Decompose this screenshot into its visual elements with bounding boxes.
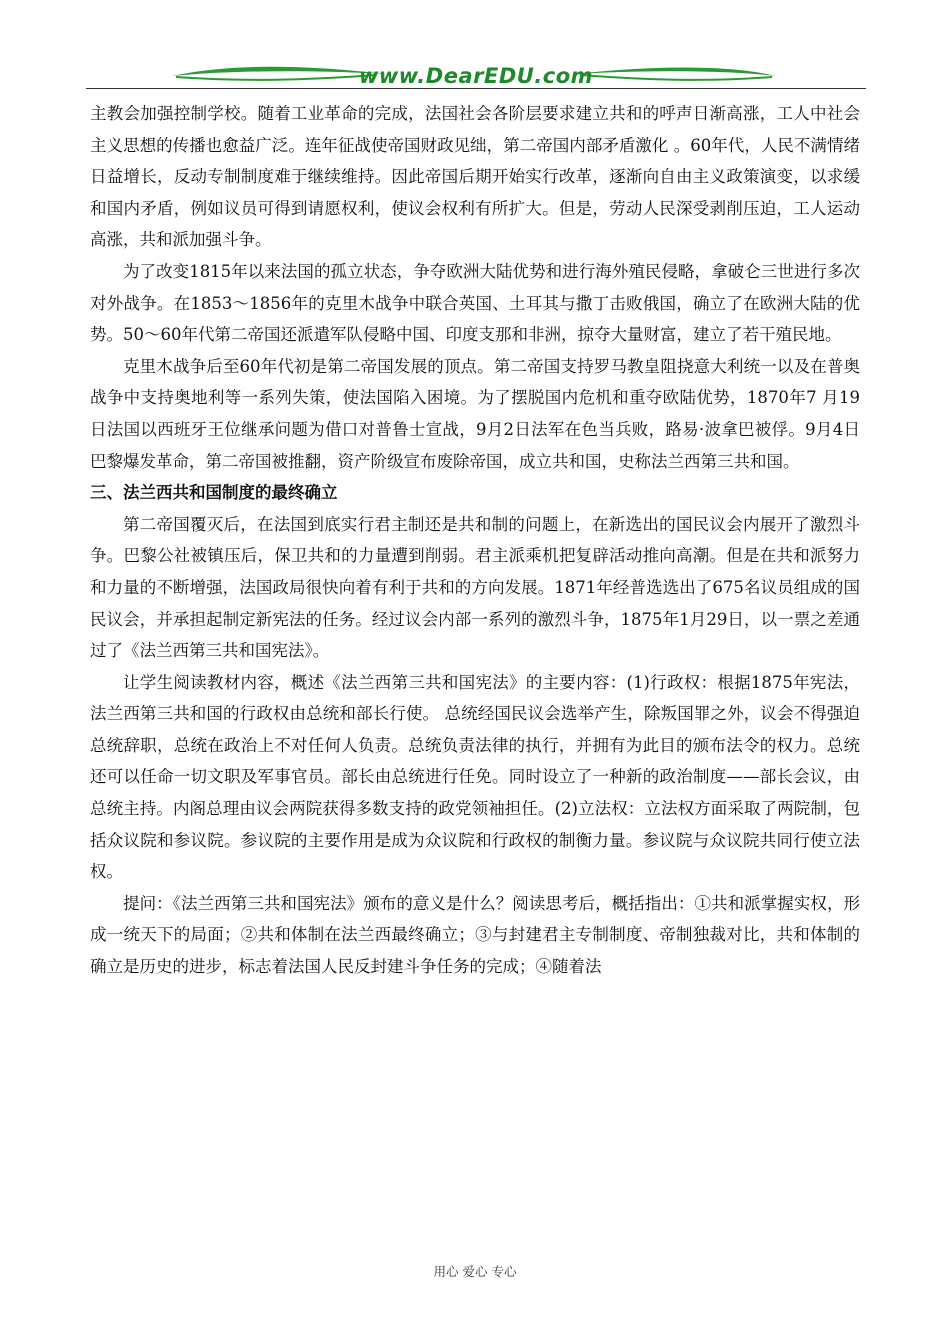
site-logo: www.DearEDU.com — [358, 64, 594, 88]
body-paragraph: 让学生阅读教材内容，概述《法兰西第三共和国宪法》的主要内容：(1)行政权：根据1875年宪法，法兰西第三共和国的行政权由总统和部长行使。 总统经国民议会选举产生，除叛国罪之外，议会不得强迫总统辞职，总统在政治上不对任何人负责。总统负责法律的执行，并拥有为此目的颁布法令的权力。总统还可以任命一切文职及军事官员。部长由总统进行任免。同时设立了一种新的政治制度——部长会议，由总统主持。内阁总理由议会两院获得多数支持的政党领袖担任。(2)立法权：立法权方面采取了两院制，包括众议院和参议院。参议院的主要作用是成为众议院和行政权的制衡力量。参议院与众议院共同行使立法权。 — [90, 672, 860, 882]
document-body — [90, 98, 860, 983]
page-header — [86, 60, 866, 92]
section-heading: 三、法兰西共和国制度的最终确立 — [90, 483, 338, 503]
page-footer: 用心 爱心 专心 — [433, 1264, 517, 1279]
header-rule — [86, 88, 866, 89]
body-paragraph: 第二帝国覆灭后，在法国到底实行君主制还是共和制的问题上，在新选出的国民议会内展开了激烈斗争。巴黎公社被镇压后，保卫共和的力量遭到削弱。君主派乘机把复辟活动推向高潮。但是在共和派努力和力量的不断增强，法国政局很快向着有利于共和的方向发展。1871年经普选选出了675名议员组成的国民议会，并承担起制定新宪法的任务。经过议会内部一系列的激烈斗争，1875年1月29日，以一票之差通过了《法兰西第三共和国宪法》。 — [90, 514, 860, 661]
body-paragraph: 提问：《法兰西第三共和国宪法》颁布的意义是什么？阅读思考后，概括指出：①共和派掌握实权，形成一统天下的局面；②共和体制在法兰西最终确立；③与封建君主专制制度、帝制独裁对比，共和体制的确立是历史的进步，标志着法国人民反封建斗争任务的完成；④随着法 — [90, 893, 860, 977]
body-paragraph: 克里木战争后至60年代初是第二帝国发展的顶点。第二帝国支持罗马教皇阻挠意大利统一以及在普奥战争中支持奥地利等一系列失策，使法国陷入困境。为了摆脱国内危机和重夺欧陆优势，1870年7 月19日法国以西班牙王位继承问题为借口对普鲁士宣战，9月2日法军在色当兵败，路易·波拿巴被俘。9月4日巴黎爆发革命，第二帝国被推翻，资产阶级宣布废除帝国，成立共和国，史称法兰西第三共和国。 — [90, 356, 860, 471]
body-paragraph: 为了改变1815年以来法国的孤立状态，争夺欧洲大陆优势和进行海外殖民侵略，拿破仑三世进行多次对外战争。在1853～1856年的克里木战争中联合英国、土耳其与撒丁击败俄国，确立了在欧洲大陆的优势。50～60年代第二帝国还派遣军队侵略中国、印度支那和非洲，掠夺大量财富，建立了若干殖民地。 — [90, 261, 860, 345]
body-paragraph: 主教会加强控制学校。随着工业革命的完成，法国社会各阶层要求建立共和的呼声日渐高涨，工人中社会主义思想的传播也愈益广泛。连年征战使帝国财政见绌，第二帝国内部矛盾激化 。60年代，人民不满情绪日益增长，反动专制制度难于继续维持。因此帝国后期开始实行改革，逐渐向自由主义政策演变，以求缓和国内矛盾，例如议员可得到请愿权利，使议会权利有所扩大。但是，劳动人民深受剥削压迫，工人运动高涨，共和派加强斗争。 — [90, 104, 860, 250]
